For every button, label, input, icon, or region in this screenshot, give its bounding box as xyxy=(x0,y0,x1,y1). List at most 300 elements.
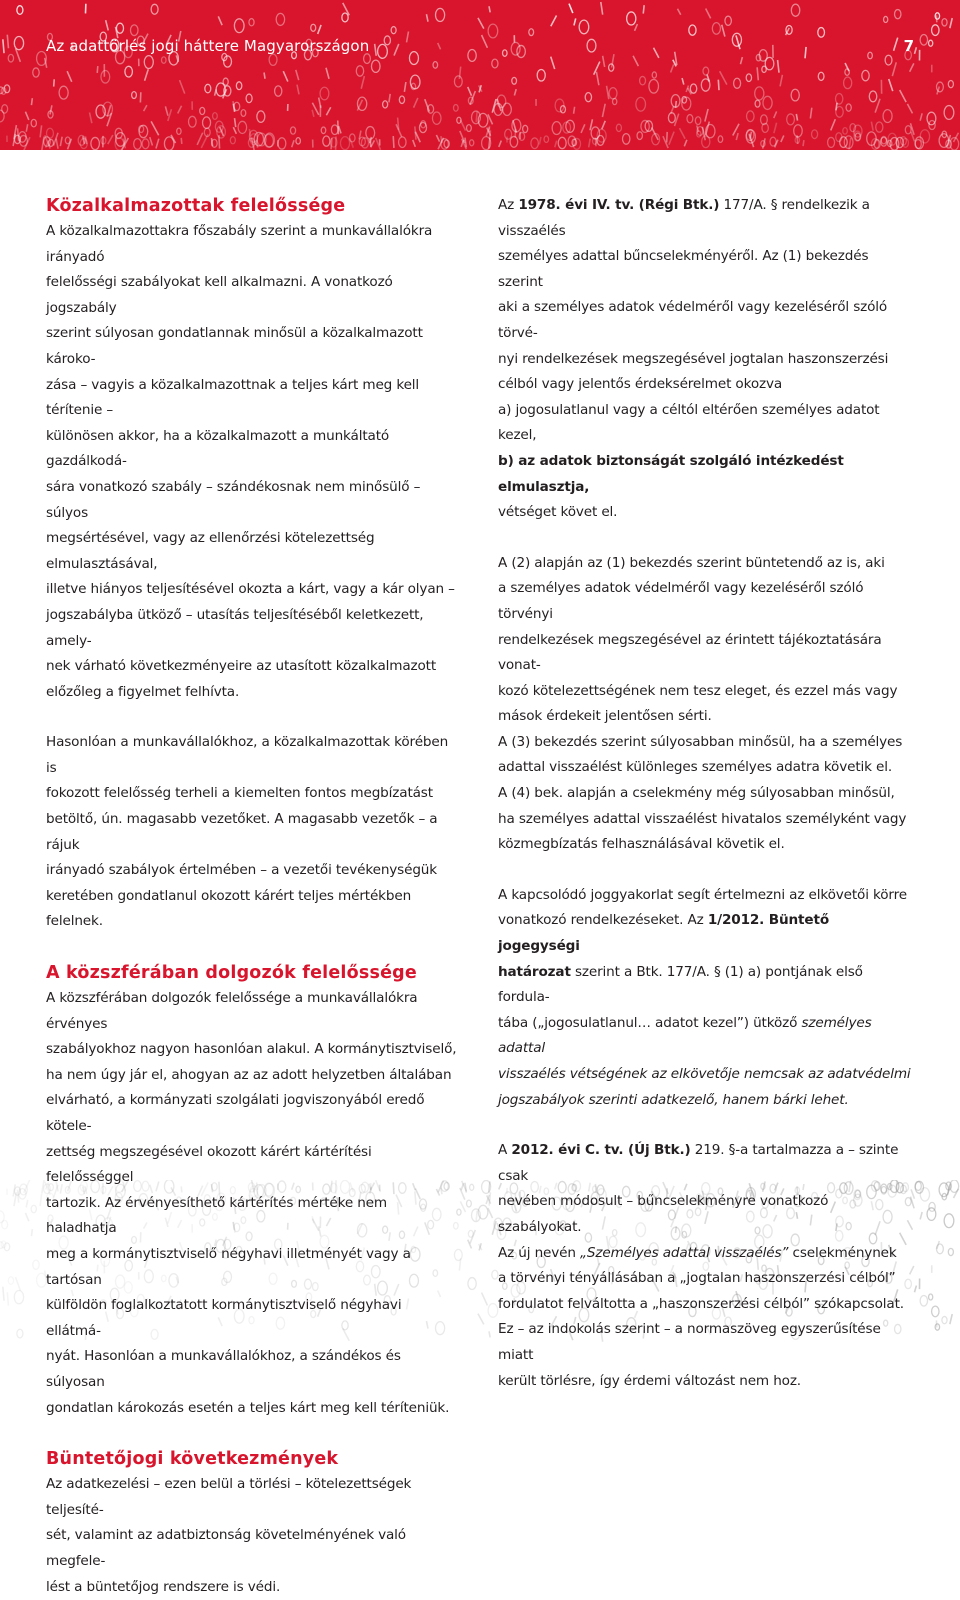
text-run: cselekménynek xyxy=(788,1245,896,1261)
text-run: 177/A. § rendelkezik a visszaélés xyxy=(498,197,870,239)
decoration-glyph xyxy=(757,67,758,80)
decoration-glyph xyxy=(910,63,914,71)
decoration-glyph xyxy=(230,137,235,144)
decoration-glyph xyxy=(393,136,394,148)
decoration-glyph xyxy=(828,137,835,147)
text-run: A xyxy=(498,1142,511,1158)
decoration-glyph xyxy=(224,56,232,67)
decoration-glyph xyxy=(585,93,591,102)
decoration-glyph xyxy=(470,1184,474,1190)
paragraph-public-employees-2 xyxy=(46,730,460,935)
decoration-glyph xyxy=(871,122,873,131)
decoration-glyph xyxy=(929,1202,935,1211)
italic-run: személyes adattal xyxy=(498,1015,872,1057)
decoration-glyph xyxy=(476,112,477,122)
decoration-glyph xyxy=(409,52,418,65)
decoration-glyph xyxy=(432,112,441,124)
decoration-glyph xyxy=(835,94,842,105)
decoration-glyph xyxy=(836,103,837,111)
paragraph-case-law xyxy=(498,883,912,1113)
decoration-glyph xyxy=(18,1190,19,1203)
decoration-glyph xyxy=(436,8,445,21)
decoration-glyph xyxy=(915,137,923,149)
text-line: sára vonatkozó szabály – szándékosnak nem minősülő – súlyos xyxy=(46,479,420,521)
text-run: tába („jogosulatlanul… adatot kezel”) ütköző xyxy=(498,1015,801,1031)
decoration-glyph xyxy=(145,69,149,81)
decoration-glyph xyxy=(67,71,72,82)
decoration-glyph xyxy=(505,129,512,139)
decoration-glyph xyxy=(635,24,638,31)
decoration-glyph xyxy=(736,133,738,140)
text-line: kozó kötelezettségének nem tesz eleget, és ezzel más vagy xyxy=(498,683,897,699)
decoration-glyph xyxy=(907,104,912,114)
decoration-glyph xyxy=(552,122,561,135)
law-reference: 2012. évi C. tv. (Új Btk.) xyxy=(511,1142,690,1158)
decoration-glyph xyxy=(796,114,797,121)
decoration-glyph xyxy=(914,47,916,54)
text-line: előzőleg a figyelmet felhívta. xyxy=(46,684,239,700)
decoration-glyph xyxy=(8,1277,13,1285)
decoration-glyph xyxy=(736,35,740,49)
decoration-glyph xyxy=(488,114,493,124)
decoration-glyph xyxy=(478,18,484,29)
decoration-glyph xyxy=(668,113,675,123)
decoration-glyph xyxy=(787,114,795,125)
text-line: a) jogosulatlanul vagy a céltól eltérően személyes adatot kezel, xyxy=(498,402,879,444)
decoration-glyph xyxy=(488,1304,498,1318)
decoration-glyph xyxy=(499,141,502,147)
decoration-glyph xyxy=(689,25,696,35)
decoration-glyph xyxy=(181,138,182,144)
decoration-glyph xyxy=(350,138,353,147)
decoration-glyph xyxy=(108,135,113,144)
text-line: Az adatkezelési – ezen belül a törlési – kötelezettségek teljesíté- xyxy=(46,1476,411,1518)
text-line: zettség megszegésével okozott kárért kártérítési felelősséggel xyxy=(46,1144,372,1186)
text-line: jogszabályba ütköző – utasítás teljesítéséből keletkezett, amely- xyxy=(46,607,423,649)
decoration-glyph xyxy=(884,16,888,22)
decoration-glyph xyxy=(755,100,760,107)
page-number: 7 xyxy=(904,37,914,55)
decoration-glyph xyxy=(177,128,181,134)
decoration-glyph xyxy=(16,48,21,62)
text-line: A közalkalmazottakra főszabály szerint a munkavállalókra irányadó xyxy=(46,223,432,265)
decoration-glyph xyxy=(686,86,688,93)
decoration-glyph xyxy=(18,128,19,141)
decoration-glyph xyxy=(3,1287,4,1301)
decoration-glyph xyxy=(607,86,609,99)
decoration-glyph xyxy=(296,138,300,144)
decoration-glyph xyxy=(321,127,326,133)
decoration-glyph xyxy=(836,133,842,142)
decoration-glyph xyxy=(178,106,182,114)
decoration-glyph xyxy=(366,127,375,140)
decoration-glyph xyxy=(781,136,784,143)
decoration-glyph xyxy=(131,25,139,36)
decoration-glyph xyxy=(361,76,364,89)
decoration-glyph xyxy=(762,66,766,72)
decoration-glyph xyxy=(421,121,426,128)
decoration-glyph xyxy=(433,62,438,69)
decoration-glyph xyxy=(340,137,349,150)
text-line: tartozik. Az érvényesíthető kártérítés mértéke nem haladhatja xyxy=(46,1195,387,1237)
decoration-glyph xyxy=(246,94,252,103)
decoration-glyph xyxy=(920,130,929,143)
decoration-glyph xyxy=(49,139,54,146)
decoration-glyph xyxy=(413,140,416,147)
decoration-glyph xyxy=(544,136,549,142)
text-line: adattal visszaélést különleges személyes adatra követik el. xyxy=(498,759,892,775)
decoration-glyph xyxy=(165,106,168,115)
decoration-glyph xyxy=(249,19,254,26)
decoration-glyph xyxy=(718,80,719,91)
decoration-glyph xyxy=(740,57,742,64)
decoration-glyph xyxy=(156,139,159,149)
decoration-glyph xyxy=(843,128,848,135)
decoration-glyph xyxy=(2,1220,8,1228)
decoration-glyph xyxy=(257,140,258,147)
decoration-glyph xyxy=(718,136,723,143)
decoration-glyph xyxy=(404,82,405,92)
decoration-glyph xyxy=(37,1273,47,1287)
decoration-glyph xyxy=(144,105,147,111)
text-run: nevében módosult – bűncselekményre vonatkozó szabályokat. xyxy=(498,1193,828,1235)
decoration-glyph xyxy=(780,75,782,87)
paragraph-subsection-4 xyxy=(498,781,912,858)
decoration-glyph xyxy=(609,64,614,71)
decoration-glyph xyxy=(454,76,462,87)
decoration-glyph xyxy=(900,90,906,102)
decoration-glyph xyxy=(326,107,330,115)
decoration-glyph xyxy=(695,117,700,125)
decoration-glyph xyxy=(319,98,321,108)
decoration-glyph xyxy=(574,107,575,114)
decoration-glyph xyxy=(603,56,605,67)
text-line: elvárható, a kormányzati szolgálati jogviszonyából eredő kötele- xyxy=(46,1092,424,1134)
text-line: célból vagy jelentős érdeksérelmet okozva xyxy=(498,376,782,392)
decoration-glyph xyxy=(720,71,727,84)
decoration-glyph xyxy=(476,1211,477,1221)
decoration-glyph xyxy=(905,126,911,134)
decoration-glyph xyxy=(151,4,158,14)
decoration-glyph xyxy=(134,139,142,150)
decoration-glyph xyxy=(489,6,490,12)
decoration-glyph xyxy=(677,9,680,15)
decoration-glyph xyxy=(701,79,710,91)
decoration-glyph xyxy=(151,121,159,135)
decoration-glyph xyxy=(840,137,847,148)
decoration-glyph xyxy=(8,54,13,62)
decoration-glyph xyxy=(883,110,892,123)
paragraph-public-sector xyxy=(46,986,460,1421)
decoration-glyph xyxy=(241,110,246,117)
decoration-glyph xyxy=(687,115,693,123)
text-line: fokozott felelősség terheli a kiemelten fontos megbízatást xyxy=(46,785,433,801)
decoration-glyph xyxy=(551,57,555,69)
decoration-glyph xyxy=(920,113,922,120)
decoration-glyph xyxy=(551,15,557,26)
decoration-glyph xyxy=(467,125,472,132)
decoration-glyph xyxy=(539,137,541,145)
text-run: Az új nevén xyxy=(498,1245,580,1261)
text-run: vonatkozó rendelkezéseket. Az xyxy=(498,912,708,928)
right-column xyxy=(498,193,912,1394)
decoration-glyph xyxy=(555,141,557,148)
decoration-glyph xyxy=(488,1208,493,1218)
text-line: a személyes adatok védelméről vagy kezeléséről szóló törvényi xyxy=(498,580,863,622)
decoration-glyph xyxy=(944,106,954,120)
decoration-glyph xyxy=(398,118,399,130)
decoration-glyph xyxy=(276,13,284,25)
text-line: aki a személyes adatok védelméről vagy kezeléséről szóló törvé- xyxy=(498,299,887,341)
decoration-glyph xyxy=(180,80,185,94)
decoration-glyph xyxy=(331,125,338,134)
decoration-glyph xyxy=(292,140,294,147)
decoration-glyph xyxy=(920,1188,929,1201)
decoration-glyph xyxy=(50,105,52,114)
text-line: illetve hiányos teljesítésével okozta a kárt, vagy a kár olyan – xyxy=(46,581,455,597)
decoration-glyph xyxy=(17,6,23,15)
decoration-glyph xyxy=(326,68,329,79)
decoration-glyph xyxy=(523,125,528,132)
decoration-glyph xyxy=(846,104,851,111)
decoration-glyph xyxy=(90,113,92,124)
decoration-glyph xyxy=(478,1314,484,1325)
decoration-glyph xyxy=(26,124,27,132)
decoration-glyph xyxy=(16,1277,21,1291)
decoration-glyph xyxy=(59,86,68,99)
italic-run: „Személyes adattal visszaélés” xyxy=(580,1245,788,1261)
decoration-glyph xyxy=(318,25,321,34)
decoration-glyph xyxy=(426,14,428,22)
text-line: személyes adattal bűncselekményéről. Az (1) bekezdés szerint xyxy=(498,248,868,290)
decoration-glyph xyxy=(746,74,751,82)
left-column xyxy=(46,193,460,1600)
decoration-glyph xyxy=(40,125,41,137)
decoration-glyph xyxy=(331,138,332,149)
decoration-glyph xyxy=(929,1294,933,1300)
case-reference: határozat xyxy=(498,964,571,980)
decoration-glyph xyxy=(233,127,236,134)
text-line: A (4) bek. alapján a cselekmény még súlyosabban minősül, xyxy=(498,785,895,801)
decoration-glyph xyxy=(371,60,380,72)
text-run: fordulatot felváltotta a „haszonszerzési célból” szókapcsolat. xyxy=(498,1296,904,1312)
text-line: lést a büntetőjog rendszere is védi. xyxy=(46,1579,280,1595)
decoration-glyph xyxy=(682,78,684,84)
decoration-glyph xyxy=(31,98,32,105)
decoration-glyph xyxy=(415,126,416,139)
decoration-glyph xyxy=(652,72,656,78)
decoration-glyph xyxy=(311,24,316,31)
decoration-glyph xyxy=(929,40,933,46)
decoration-glyph xyxy=(197,133,203,145)
decoration-glyph xyxy=(394,44,399,56)
decoration-glyph xyxy=(932,25,939,36)
decoration-glyph xyxy=(384,36,390,45)
decoration-glyph xyxy=(25,112,28,120)
text-line: ha nem úgy jár el, ahogyan az az adott helyzetben általában xyxy=(46,1067,451,1083)
decoration-glyph xyxy=(236,82,241,90)
decoration-glyph xyxy=(529,29,534,36)
decoration-glyph xyxy=(869,91,877,102)
decoration-glyph xyxy=(844,77,852,89)
decoration-glyph xyxy=(312,110,314,117)
decoration-glyph xyxy=(33,68,39,77)
text-line: Hasonlóan a munkavállalókhoz, a közalkalmazottak körében is xyxy=(46,734,448,776)
decoration-glyph xyxy=(219,135,220,148)
decoration-glyph xyxy=(812,130,818,139)
decoration-glyph xyxy=(56,139,58,149)
decoration-glyph xyxy=(616,124,621,131)
decoration-glyph xyxy=(203,117,211,128)
decoration-glyph xyxy=(283,71,288,81)
decoration-glyph xyxy=(581,124,585,133)
decoration-glyph xyxy=(609,88,617,99)
decoration-glyph xyxy=(697,131,701,137)
decoration-glyph xyxy=(116,23,123,33)
decoration-glyph xyxy=(703,67,709,75)
decoration-glyph xyxy=(889,79,893,91)
decoration-glyph xyxy=(511,42,520,55)
decoration-glyph xyxy=(791,89,799,101)
decoration-glyph xyxy=(712,23,720,35)
decoration-glyph xyxy=(264,72,265,78)
decoration-glyph xyxy=(238,121,247,133)
decoration-glyph xyxy=(290,127,295,134)
text-line: A (3) bekezdés szerint súlyosabban minősül, ha a személyes xyxy=(498,734,902,750)
decoration-glyph xyxy=(101,71,110,84)
section-heading-public-sector: A közszférában dolgozók felelőssége xyxy=(46,960,460,986)
text-line: zása – vagyis a közalkalmazottnak a teljes kárt meg kell térítenie – xyxy=(46,377,419,419)
decoration-glyph xyxy=(460,1188,465,1200)
decoration-glyph xyxy=(885,55,892,65)
text-line: megsértésével, vagy az ellenőrzési kötelezettség elmulasztásával, xyxy=(46,530,374,572)
text-line: nyát. Hasonlóan a munkavállalókhoz, a szándékos és súlyosan xyxy=(46,1348,401,1390)
decoration-glyph xyxy=(97,66,98,73)
decoration-glyph xyxy=(920,35,927,46)
decoration-glyph xyxy=(161,57,166,63)
decoration-glyph xyxy=(378,44,388,58)
decoration-glyph xyxy=(297,85,299,95)
italic-run: jogszabályok szerinti adatkezelő, hanem bárki lehet. xyxy=(498,1092,849,1108)
decoration-glyph xyxy=(944,1214,954,1228)
text-line: keretében gondatlanul okozott kárért teljes mértékben felelnek. xyxy=(46,888,411,930)
text-line: betöltő, ún. magasabb vezetőket. A magasabb vezetők – a rájuk xyxy=(46,811,437,853)
text-line: sét, valamint az adatbiztonság követelményének való megfele- xyxy=(46,1527,406,1569)
decoration-glyph xyxy=(876,122,883,132)
decoration-glyph xyxy=(249,129,250,136)
decoration-glyph xyxy=(468,49,476,61)
decoration-glyph xyxy=(142,139,149,149)
decoration-glyph xyxy=(818,72,824,80)
paragraph-public-employees-1 xyxy=(46,219,460,705)
decoration-glyph xyxy=(868,52,873,59)
emphasized-line: b) az adatok biztonságát szolgáló intézkedést elmulasztja, xyxy=(498,453,844,495)
decoration-glyph xyxy=(589,139,591,148)
decoration-glyph xyxy=(489,1331,490,1337)
decoration-glyph xyxy=(684,140,687,146)
text-line: külföldön foglalkoztatott kormánytisztviselő négyhavi ellátmá- xyxy=(46,1297,401,1339)
decoration-glyph xyxy=(275,86,282,96)
decoration-glyph xyxy=(831,119,836,130)
decoration-glyph xyxy=(805,47,806,58)
decoration-glyph xyxy=(468,1278,476,1290)
text-run: szerint a Btk. 177/A. § (1) a) pontjának első fordula- xyxy=(498,964,863,1006)
decoration-glyph xyxy=(722,25,725,37)
law-reference: 1978. évi IV. tv. (Régi Btk.) xyxy=(518,197,719,213)
decoration-glyph xyxy=(349,134,355,142)
decoration-glyph xyxy=(150,137,153,145)
decoration-glyph xyxy=(763,96,772,109)
decoration-glyph xyxy=(510,136,518,147)
decoration-glyph xyxy=(791,4,799,16)
text-line: irányadó szabályok értelmében – a vezetői tevékenységük xyxy=(46,862,437,878)
decoration-glyph xyxy=(257,111,265,122)
decoration-glyph xyxy=(454,105,459,112)
decoration-glyph xyxy=(17,1329,23,1338)
text-line: A (2) alapján az (1) bekezdés szerint büntetendő az is, aki xyxy=(498,555,885,571)
decoration-glyph xyxy=(503,103,512,115)
text-line: nek várható következményeire az utasított közalkalmazott xyxy=(46,658,436,674)
decoration-glyph xyxy=(468,87,472,96)
decoration-glyph xyxy=(950,18,952,28)
text-line: különösen akkor, ha a közalkalmazott a munkáltató gazdálkodá- xyxy=(46,428,389,470)
decoration-glyph xyxy=(627,12,636,25)
decoration-glyph xyxy=(774,123,777,133)
text-lines xyxy=(498,248,888,443)
decoration-glyph xyxy=(579,20,589,34)
decoration-glyph xyxy=(531,138,538,149)
section-heading-public-employees: Közalkalmazottak felelőssége xyxy=(46,193,460,219)
decoration-glyph xyxy=(7,35,8,49)
decoration-glyph xyxy=(106,20,109,30)
decoration-glyph xyxy=(391,27,396,34)
decoration-glyph xyxy=(920,1295,927,1306)
decoration-glyph xyxy=(778,60,779,73)
decoration-glyph xyxy=(654,48,659,58)
decoration-glyph xyxy=(679,128,685,139)
decoration-glyph xyxy=(640,76,646,84)
decoration-glyph xyxy=(803,140,804,146)
header-band xyxy=(0,0,960,150)
text-line: rendelkezések megszegésével az érintett tájékoztatására vonat- xyxy=(498,632,882,674)
decoration-glyph xyxy=(414,98,418,108)
paragraph-old-criminal-code xyxy=(498,193,912,526)
decoration-glyph xyxy=(7,1292,8,1306)
decoration-glyph xyxy=(950,1314,952,1324)
decoration-glyph xyxy=(215,89,217,95)
decoration-glyph xyxy=(460,120,465,131)
decoration-glyph xyxy=(895,10,901,19)
decoration-glyph xyxy=(810,108,811,119)
decoration-glyph xyxy=(747,111,755,122)
text-line: közmegbízatás felhasználásával követik el. xyxy=(498,836,785,852)
decoration-glyph xyxy=(514,89,516,95)
decoration-glyph xyxy=(637,132,642,140)
decoration-glyph xyxy=(323,136,330,146)
decoration-glyph xyxy=(14,36,23,49)
decoration-glyph xyxy=(734,78,741,88)
decoration-glyph xyxy=(356,66,363,76)
decoration-glyph xyxy=(33,1260,39,1269)
decoration-glyph xyxy=(690,84,696,93)
decoration-glyph xyxy=(234,19,244,33)
decoration-glyph xyxy=(25,1213,28,1221)
decoration-glyph xyxy=(602,104,605,117)
text-run: a törvényi tényállásában a „jogtalan haszonszerzési célból” xyxy=(498,1270,896,1286)
binary-pattern-decoration xyxy=(0,0,960,150)
text-line: gondatlan károkozás esetén a teljes kárt meg kell téríteniük. xyxy=(46,1400,449,1416)
decoration-glyph xyxy=(706,9,711,19)
